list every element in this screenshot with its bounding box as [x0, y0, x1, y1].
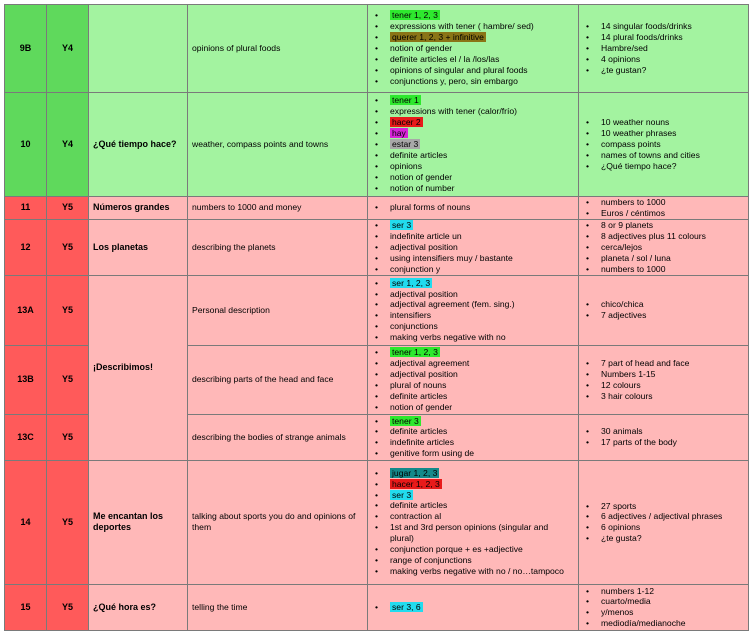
unit-row	[5, 275, 749, 345]
vocab-item-text: Euros / céntimos	[601, 207, 665, 218]
grammar-cell	[368, 93, 579, 197]
vocab-item	[583, 253, 744, 264]
grammar-item-text: opinions	[390, 160, 423, 171]
vocab-item	[583, 128, 744, 139]
vocab-item-text: 10 weather nouns	[601, 117, 670, 128]
grammar-item-text: conjunctions y, pero, sin embargo	[390, 75, 518, 86]
unit-title: Los planetas	[89, 219, 188, 275]
vocab-item	[583, 139, 744, 150]
grammar-item-text: adjectival position	[390, 288, 458, 299]
vocab-item-text: compass points	[601, 139, 661, 150]
vocab-list	[583, 220, 744, 274]
vocab-item	[583, 607, 744, 618]
grammar-item-text: conjunctions	[390, 321, 438, 332]
vocab-item-text: 7 adjectives	[601, 310, 647, 321]
unit-topic: weather, compass points and towns	[188, 93, 368, 197]
grammar-item	[372, 310, 574, 321]
grammar-item-text: expressions with tener ( hambre/ sed)	[390, 21, 534, 32]
grammar-item-text: definite articles	[390, 390, 448, 401]
vocab-list	[583, 586, 744, 630]
vocab-item-text: 27 sports	[601, 500, 637, 511]
vocab-item	[583, 369, 744, 380]
grammar-item	[372, 426, 574, 437]
unit-title: ¡Describimos!	[89, 275, 188, 460]
grammar-item-text: indefinite article un	[390, 230, 462, 241]
grammar-item	[372, 117, 574, 128]
grammar-list	[372, 602, 574, 613]
grammar-item	[372, 76, 574, 87]
grammar-item-text: hacer 1, 2, 3	[392, 478, 440, 489]
unit-row	[5, 197, 749, 220]
grammar-item	[372, 106, 574, 117]
unit-row	[5, 460, 749, 584]
year-group: Y4	[47, 5, 89, 93]
grammar-item	[372, 299, 574, 310]
vocab-item	[583, 501, 744, 512]
vocab-item	[583, 380, 744, 391]
unit-row	[5, 584, 749, 630]
grammar-item	[372, 128, 574, 139]
grammar-item-text: indefinite articles	[390, 437, 455, 448]
grammar-item-text: tener 1, 2, 3	[392, 347, 438, 358]
vocab-item-text: mediodía/medianoche	[601, 618, 686, 629]
grammar-item	[372, 416, 574, 427]
vocab-cell	[579, 414, 749, 460]
vocab-item	[583, 65, 744, 76]
grammar-item-text: definite articles	[390, 426, 448, 437]
vocab-cell	[579, 93, 749, 197]
grammar-item	[372, 161, 574, 172]
grammar-item	[372, 278, 574, 289]
grammar-item	[372, 602, 574, 613]
grammar-cell	[368, 219, 579, 275]
vocab-item-text: 17 parts of the body	[601, 437, 677, 448]
unit-topic: describing the bodies of strange animals	[188, 414, 368, 460]
vocab-item	[583, 231, 744, 242]
grammar-item-text: conjunction porque + es +adjective	[390, 544, 523, 555]
grammar-cell	[368, 414, 579, 460]
vocab-item-text: numbers 1-12	[601, 585, 655, 596]
vocab-item	[583, 596, 744, 607]
vocab-item-text: planeta / sol / luna	[601, 252, 671, 263]
grammar-item	[372, 150, 574, 161]
grammar-list	[372, 10, 574, 86]
vocab-cell	[579, 345, 749, 414]
grammar-item	[372, 437, 574, 448]
grammar-item	[372, 522, 574, 544]
grammar-item	[372, 139, 574, 150]
vocab-item-text: names of towns and cities	[601, 149, 700, 160]
vocab-item	[583, 242, 744, 253]
vocab-item	[583, 437, 744, 448]
unit-topic: talking about sports you do and opinions of them	[188, 460, 368, 584]
grammar-item-text: plural forms of nouns	[390, 202, 471, 213]
grammar-item-text: tener 1	[392, 95, 419, 106]
vocab-item	[583, 43, 744, 54]
grammar-item	[372, 358, 574, 369]
grammar-item-text: adjectival agreement	[390, 358, 470, 368]
vocab-item-text: 3 hair colours	[601, 390, 653, 401]
vocab-list	[583, 426, 744, 448]
vocab-list	[583, 299, 744, 321]
vocab-item	[583, 117, 744, 128]
unit-id: 9B	[5, 5, 47, 93]
grammar-list	[372, 347, 574, 412]
grammar-list	[372, 202, 574, 213]
grammar-item-text: estar 3	[392, 139, 419, 150]
vocab-item-text: 12 colours	[601, 379, 641, 390]
vocab-item-text: numbers to 1000	[601, 197, 666, 207]
vocab-item-text: ¿te gustan?	[601, 64, 647, 75]
year-group: Y5	[47, 345, 89, 414]
vocab-list	[583, 358, 744, 402]
vocab-item	[583, 391, 744, 402]
grammar-list	[372, 468, 574, 577]
unit-row	[5, 219, 749, 275]
vocab-item-text: cuarto/media	[601, 596, 651, 607]
grammar-item	[372, 380, 574, 391]
grammar-item-text: querer 1, 2, 3 + infinitive	[392, 32, 484, 43]
grammar-item	[372, 21, 574, 32]
vocab-item-text: 8 or 9 planets	[601, 220, 654, 231]
grammar-item-text: using intensifiers muy / bastante	[390, 252, 513, 263]
grammar-item-text: ser 3, 6	[392, 601, 421, 612]
grammar-item	[372, 10, 574, 21]
grammar-item-text: making verbs negative with no	[390, 332, 506, 343]
grammar-item	[372, 202, 574, 213]
grammar-item-text: tener 1, 2, 3	[392, 10, 438, 21]
unit-row	[5, 93, 749, 197]
grammar-item	[372, 347, 574, 358]
grammar-item	[372, 448, 574, 459]
vocab-item-text: cerca/lejos	[601, 241, 643, 252]
unit-title: ¿Qué hora es?	[89, 584, 188, 630]
grammar-item	[372, 321, 574, 332]
grammar-item	[372, 511, 574, 522]
vocab-item	[583, 220, 744, 231]
year-group: Y5	[47, 584, 89, 630]
unit-topic: numbers to 1000 and money	[188, 197, 368, 220]
grammar-item-text: expressions with tener (calor/frío)	[390, 106, 518, 117]
grammar-item	[372, 566, 574, 577]
unit-id: 10	[5, 93, 47, 197]
vocab-item	[583, 522, 744, 533]
unit-id: 15	[5, 584, 47, 630]
grammar-item-text: notion of gender	[390, 171, 453, 182]
unit-title: Me encantan los deportes	[89, 460, 188, 584]
grammar-item-text: tener 3	[392, 415, 419, 426]
vocab-item-text: 14 plural foods/drinks	[601, 32, 683, 43]
grammar-item-text: making verbs negative with no / no…tampoco	[390, 565, 564, 576]
year-group: Y5	[47, 460, 89, 584]
grammar-item-text: hacer 2	[392, 117, 421, 128]
vocab-item	[583, 586, 744, 597]
grammar-item	[372, 253, 574, 264]
vocab-item	[583, 32, 744, 43]
grammar-item	[372, 65, 574, 76]
grammar-cell	[368, 5, 579, 93]
grammar-item-text: range of conjunctions	[390, 554, 472, 565]
unit-id: 12	[5, 219, 47, 275]
vocab-item-text: 4 opinions	[601, 53, 641, 64]
grammar-item	[372, 32, 574, 43]
vocab-item	[583, 264, 744, 275]
grammar-item-text: adjectival position	[390, 368, 458, 379]
vocab-list	[583, 21, 744, 75]
grammar-item-text: ser 3	[392, 489, 412, 500]
vocab-cell	[579, 275, 749, 345]
vocab-item	[583, 208, 744, 219]
vocab-item	[583, 358, 744, 369]
grammar-item-text: definite articles	[390, 500, 448, 511]
grammar-item	[372, 544, 574, 555]
unit-id: 13A	[5, 275, 47, 345]
grammar-item-text: notion of number	[390, 182, 455, 193]
grammar-item	[372, 369, 574, 380]
grammar-item	[372, 54, 574, 65]
vocab-item-text: y/menos	[601, 607, 634, 618]
grammar-cell	[368, 584, 579, 630]
year-group: Y5	[47, 414, 89, 460]
grammar-list	[372, 278, 574, 343]
vocab-item-text: 6 opinions	[601, 522, 641, 533]
unit-title	[89, 5, 188, 93]
grammar-item-text: genitive form using de	[390, 448, 475, 459]
unit-id: 13B	[5, 345, 47, 414]
vocab-item-text: 14 singular foods/drinks	[601, 21, 692, 32]
year-group: Y5	[47, 197, 89, 220]
grammar-item-text: notion of gender	[390, 401, 453, 412]
vocab-item	[583, 54, 744, 65]
grammar-cell	[368, 197, 579, 220]
vocab-item	[583, 21, 744, 32]
grammar-item	[372, 555, 574, 566]
vocab-item-text: numbers to 1000	[601, 263, 666, 274]
vocab-list	[583, 117, 744, 171]
vocab-item-text: 7 part of head and face	[601, 358, 690, 368]
grammar-item-text: ser 3	[392, 220, 412, 231]
vocab-item	[583, 533, 744, 544]
grammar-list	[372, 416, 574, 460]
vocab-item-text: 30 animals	[601, 426, 643, 437]
vocab-item	[583, 426, 744, 437]
vocab-cell	[579, 5, 749, 93]
vocab-item-text: 8 adjectives plus 11 colours	[601, 230, 706, 241]
unit-topic: describing the planets	[188, 219, 368, 275]
vocab-item-text: Numbers 1-15	[601, 368, 656, 379]
grammar-item	[372, 391, 574, 402]
vocab-cell	[579, 584, 749, 630]
grammar-item-text: opinions of singular and plural foods	[390, 64, 528, 75]
vocab-cell	[579, 460, 749, 584]
grammar-item	[372, 479, 574, 490]
vocab-list	[583, 197, 744, 219]
grammar-item-text: hay	[392, 128, 406, 139]
grammar-list	[372, 95, 574, 193]
grammar-item-text: adjectival position	[390, 241, 458, 252]
grammar-item-text: notion of gender	[390, 43, 453, 54]
unit-topic: describing parts of the head and face	[188, 345, 368, 414]
vocab-item-text: ¿te gusta?	[601, 533, 642, 544]
grammar-item	[372, 242, 574, 253]
grammar-list	[372, 220, 574, 274]
grammar-item	[372, 95, 574, 106]
grammar-item	[372, 500, 574, 511]
vocab-item	[583, 310, 744, 321]
vocab-item-text: ¿Qué tiempo hace?	[601, 160, 677, 171]
unit-title: Números grandes	[89, 197, 188, 220]
grammar-item-text: adjectival agreement (fem. sing.)	[390, 299, 515, 310]
unit-id: 13C	[5, 414, 47, 460]
grammar-item-text: plural of nouns	[390, 379, 447, 390]
grammar-item-text: definite articles	[390, 149, 448, 160]
unit-id: 14	[5, 460, 47, 584]
vocab-item-text: chico/chica	[601, 299, 644, 310]
grammar-item-text: intensifiers	[390, 310, 432, 321]
vocab-cell	[579, 219, 749, 275]
vocab-item	[583, 511, 744, 522]
grammar-item	[372, 332, 574, 343]
vocab-item-text: 6 adjectives / adjectival phrases	[601, 511, 723, 522]
vocab-item-text: 10 weather phrases	[601, 128, 677, 139]
vocab-item	[583, 150, 744, 161]
grammar-item-text: definite articles el / la /los/las	[390, 53, 500, 64]
grammar-item	[372, 183, 574, 194]
vocab-item	[583, 197, 744, 208]
vocab-item	[583, 618, 744, 629]
grammar-item	[372, 264, 574, 275]
unit-id: 11	[5, 197, 47, 220]
grammar-item	[372, 172, 574, 183]
grammar-item-text: 1st and 3rd person opinions (singular and plural)	[390, 522, 549, 544]
grammar-item-text: conjunction y	[390, 263, 441, 274]
grammar-item	[372, 231, 574, 242]
grammar-item-text: contraction al	[390, 511, 442, 522]
vocab-cell	[579, 197, 749, 220]
grammar-cell	[368, 345, 579, 414]
year-group: Y4	[47, 93, 89, 197]
unit-topic: opinions of plural foods	[188, 5, 368, 93]
unit-row	[5, 5, 749, 93]
unit-topic: Personal description	[188, 275, 368, 345]
grammar-item	[372, 468, 574, 479]
vocab-item	[583, 299, 744, 310]
year-group: Y5	[47, 219, 89, 275]
grammar-cell	[368, 275, 579, 345]
grammar-item	[372, 220, 574, 231]
grammar-item	[372, 490, 574, 501]
vocab-item	[583, 161, 744, 172]
grammar-item-text: jugar 1, 2, 3	[392, 467, 438, 478]
scheme-of-work-table	[4, 4, 749, 631]
vocab-item-text: Hambre/sed	[601, 43, 648, 54]
grammar-cell	[368, 460, 579, 584]
grammar-item	[372, 289, 574, 300]
unit-title: ¿Qué tiempo hace?	[89, 93, 188, 197]
vocab-list	[583, 501, 744, 545]
grammar-item-text: ser 1, 2, 3	[392, 277, 431, 288]
grammar-item	[372, 43, 574, 54]
unit-topic: telling the time	[188, 584, 368, 630]
grammar-item	[372, 402, 574, 413]
year-group: Y5	[47, 275, 89, 345]
